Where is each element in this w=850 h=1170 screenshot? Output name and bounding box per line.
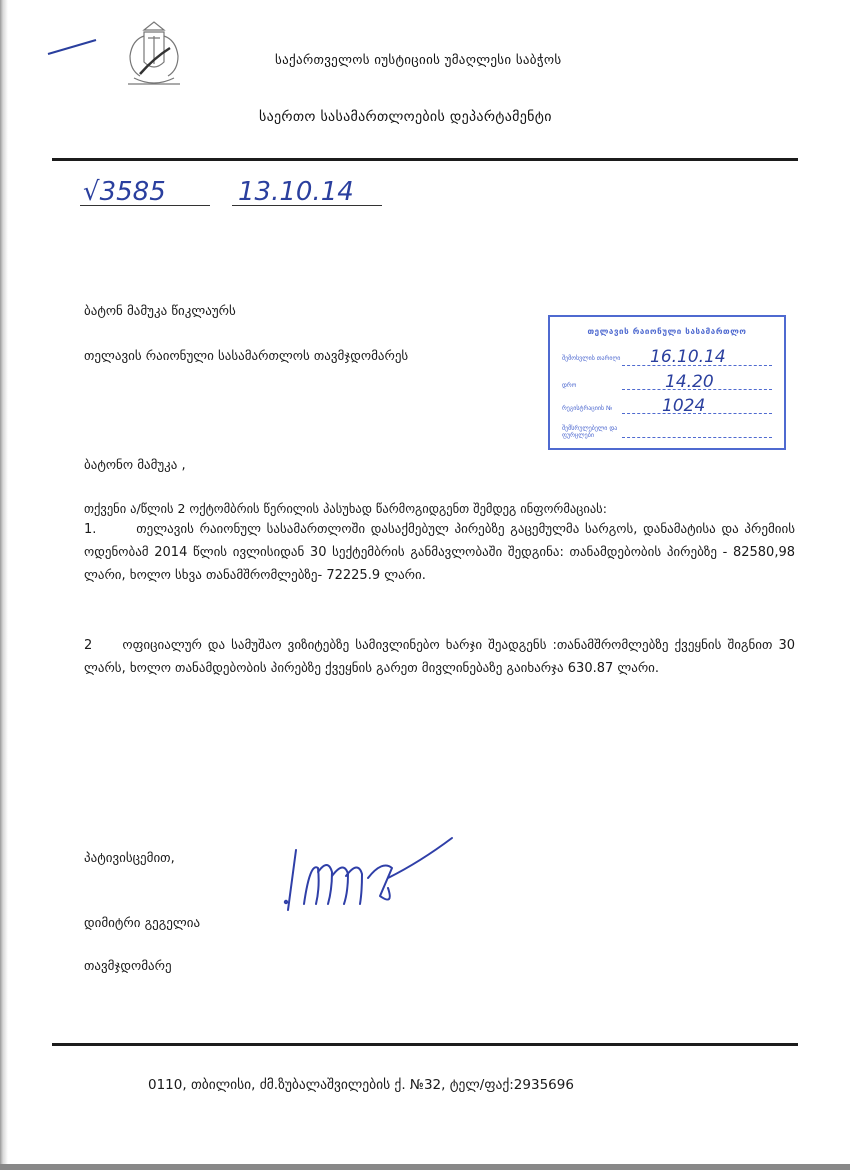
scan-edge-bottom <box>0 1164 850 1170</box>
stamp-label-date: შემოსვლის თარიღი <box>562 355 621 362</box>
stamp-label-time: დრო <box>562 382 577 389</box>
council-name: საქართველოს იუსტიციის უმაღლესი საბჭოს <box>275 53 562 68</box>
addressee-position: თელავის რაიონული სასამართლოს თავმჯდომარეს <box>84 349 409 364</box>
stamp-value-date: 16.10.14 <box>650 347 726 367</box>
item-2-text: ოფიციალურ და სამუშაო ვიზიტებზე სამივლინებო ხარჯი შეადგენს :თანამშრომლებზე ქვეყნის შიგნით 30 ლარს, ხოლო თანამდებობის პირებზე ქვეყნის გარეთ მივლინებაზე გაიხარჯა 630.87 ლარი. <box>84 638 795 676</box>
salutation: ბატონო მამუკა , <box>84 458 186 473</box>
item-1-paragraph <box>84 518 795 587</box>
handwritten-doc-number: √3585 <box>83 177 166 207</box>
signatory-name: დიმიტრი გეგელია <box>84 916 201 931</box>
footer-address: 0110, თბილისი, ძმ.ზუბალაშვილების ქ. №32, ტელ/ფაქ:2935696 <box>148 1077 574 1093</box>
stamp-line <box>622 437 772 438</box>
stamp-label-executor: შემსრულებელი და ფურცლები <box>562 425 618 439</box>
stamp-value-time: 14.20 <box>665 372 714 392</box>
department-name: საერთო სასამართლოების დეპარტამენტი <box>259 109 552 125</box>
item-2-number: 2 <box>84 638 93 653</box>
addressee-name: ბატონ მამუკა წიკლაურს <box>84 304 236 319</box>
handwritten-signature <box>270 832 460 922</box>
signatory-title: თავმჯდომარე <box>84 959 172 974</box>
item-1-number: 1. <box>84 522 97 537</box>
header-divider <box>52 158 798 161</box>
stamp-label-reg: რეგისტრაციის № <box>562 405 613 412</box>
item-2-paragraph <box>84 634 795 680</box>
stamp-title: თელავის რაიონული სასამართლო <box>587 327 747 336</box>
pen-mark <box>44 36 100 58</box>
stamp-value-reg: 1024 <box>662 396 706 416</box>
coat-of-arms-emblem <box>118 18 190 98</box>
intro-paragraph: თქვენი ა/წლის 2 ოქტომბრის წერილის პასუხად წარმოგიდგენთ შემდეგ ინფორმაციას: <box>84 501 607 516</box>
date-underline <box>232 205 382 206</box>
court-registration-stamp <box>548 315 786 450</box>
handwritten-doc-date: 13.10.14 <box>238 177 354 207</box>
item-1-text: თელავის რაიონულ სასამართლოში დასაქმებულ პირებზე გაცემულმა სარგოს, დანამატისა და პრემიის ოდენობამ 2014 წლის ივლისიდან 30 სექტემბრის განმავლობაში შედგინა: თანამდებობის პირებზე - 82580,98 ლარი, ხოლო სხვა თანამშრომლებზე- 72225.9 ლარი. <box>84 522 795 583</box>
scan-edge <box>0 0 8 1170</box>
footer-divider <box>52 1043 798 1046</box>
number-underline <box>80 205 210 206</box>
closing: პატივისცემით, <box>84 851 175 866</box>
